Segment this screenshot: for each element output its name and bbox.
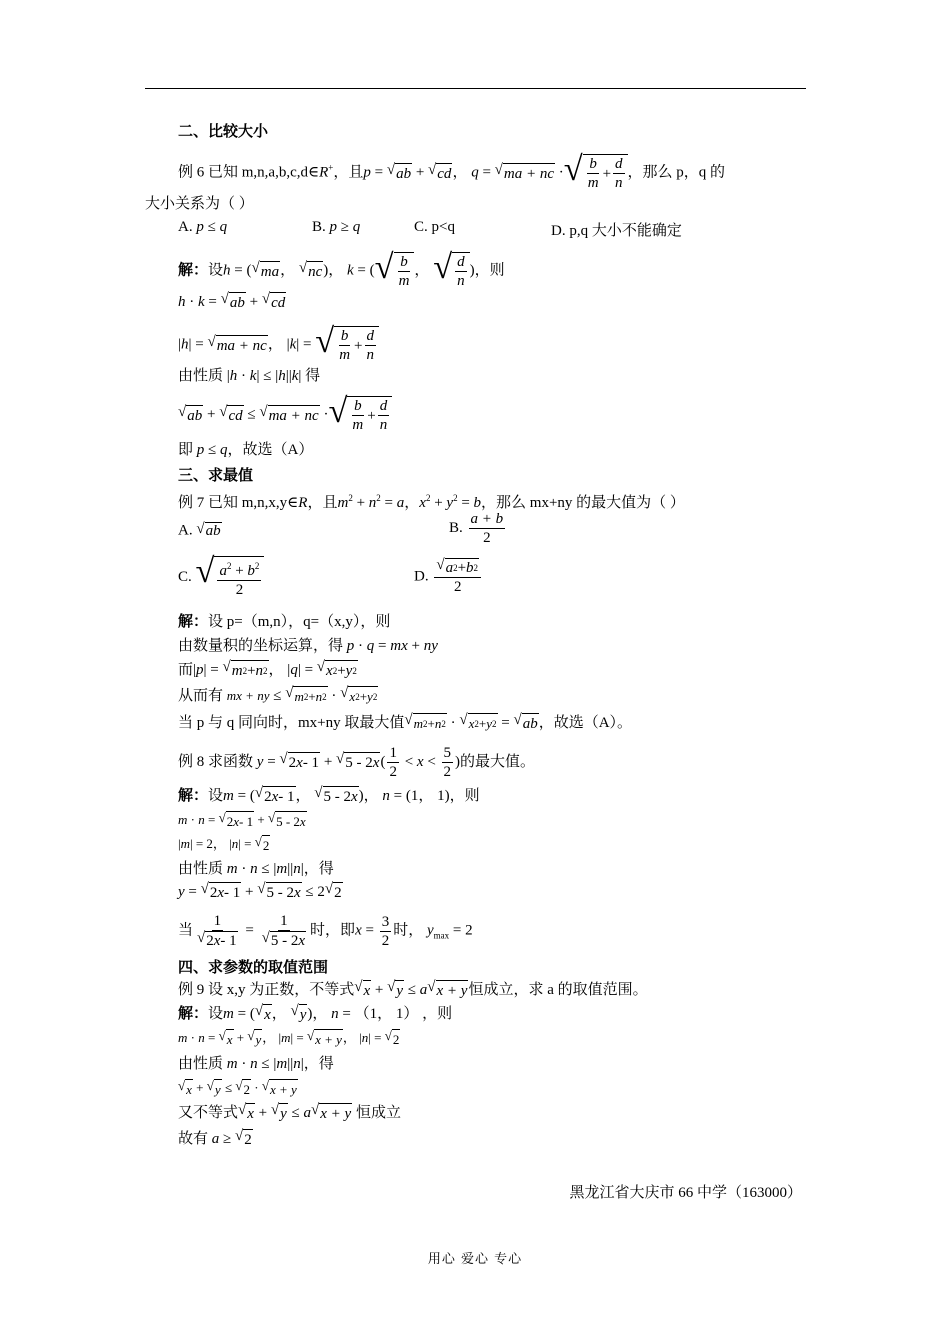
example-6-statement-cont: 大小关系为（ ）	[145, 196, 254, 212]
solution-8-property: 由性质 m · n ≤ |m||n|，得	[178, 861, 334, 877]
option-6d: D. p,q 大小不能确定	[551, 223, 682, 239]
solution-6-norms: |h| = √ ma + nc ， |k| = √ b m + d n	[178, 326, 379, 364]
solution-9-restate: 又不等式 √ x + √ y ≤ a √ x + y 恒成立	[178, 1102, 401, 1123]
solution-6-property: 由性质 |h · k| ≤ |h||k| 得	[178, 368, 321, 384]
example-7-statement: 例 7 已知 m,n,x,y∈R，且$m^2 + n^2 = a$，$x^2 + y^2 = b$，那么 mx+ny 的最大值为（ ）	[178, 493, 685, 511]
option-7a: A. √ ab	[178, 521, 221, 539]
solution-8-dot: m · n = √ 2 x - 1 + √ 5 - 2 x	[178, 810, 307, 832]
solution-7-dot: 由数量积的坐标运算，得 p · q = mx + ny	[178, 638, 438, 654]
option-6b: B. p ≥ q	[312, 219, 361, 235]
author-affiliation: 黑龙江省大庆市 66 中学（163000）	[569, 1185, 802, 1201]
option-7d: D. √ a 2 + b 2 2	[414, 558, 483, 596]
solution-7-setup: 解：设 p=（m,n），q=（x,y），则	[178, 614, 391, 630]
solution-8-norms: |m| = 2， |n| = √ 2	[178, 834, 270, 856]
section-heading-4: 四、求参数的取值范围	[178, 960, 329, 976]
example-8-statement: 例 8 求函数 y = √ 2 x - 1 + √ 5 - 2 x ( $\frac{1}{2}$ < x < $\frac{5}{2}$ )的最大值。	[178, 745, 536, 780]
solution-6-inequality: √ ab + √ cd ≤ √ ma + nc · √ b m + d n	[178, 396, 392, 434]
solution-6-setup: 解：设h = ( √ ma ， √ nc )， k = ( √ b m ， √ d n )，则	[178, 248, 505, 289]
solution-8-inequality: y = √ 2 x - 1 + √ 5 - 2 x ≤ 2 √ 2	[178, 881, 342, 902]
solution-8-setup: 解：设m = ( √ 2 x - 1 ， √ 5 - 2 x )， n = (1， 1)，则	[178, 785, 480, 806]
solution-7-inequality: 从而有 mx + ny ≤ √ m 2 + n 2 · √ x 2 + y 2	[178, 686, 378, 707]
example-6-statement: 例 6 已知 m,n,a,b,c,d∈R+，且p = √ ab + √ cd ， q = √ ma + nc · √ b m + d n ，那么 p，q 的	[178, 150, 726, 191]
solution-9-inequality: √ x + √ y ≤ √ 2 · √ x + y	[178, 1078, 298, 1100]
option-6c: C. p<q	[414, 219, 455, 235]
example-9-statement: 例 9 设 x,y 为正数，不等式 √ x + √ y ≤ a √ x + y 恒成立，求 a 的取值范围。	[178, 979, 648, 1000]
header-rule	[145, 88, 806, 89]
section-heading-2: 二、比较大小	[178, 124, 269, 140]
option-7c: C. √ $a^2 + b^2$ 2	[178, 556, 264, 599]
page-footer: 用心 爱心 专心	[427, 1252, 523, 1267]
section-heading-3: 三、求最值	[178, 468, 254, 484]
option-6a: A. p ≤ q	[178, 219, 228, 235]
solution-6-dot: h · k = √ ab + √ cd	[178, 291, 286, 312]
solution-6-conclusion: 即 p ≤ q，故选（A）	[178, 442, 314, 458]
solution-7-norms: 而|p| = √ m 2 + n 2 ， |q| = √ x 2 + y 2	[178, 659, 357, 680]
solution-8-equality: 当 1 √ 2 x - 1 = 1 √ 5 - 2 x 时，即x = $\frac{3}{2}$ 时， $y_{max} = 2$	[178, 913, 473, 950]
solution-7-conclusion: 当 p 与 q 同向时，mx+ny 取最大值 √ m 2 + n 2 · √ x 2 + y 2 = √ ab ，故选（A）。	[178, 712, 633, 733]
solution-9-conclusion: 故有 a ≥ √ 2	[178, 1128, 252, 1149]
option-7b: B. $\frac{a + b}{2}$	[449, 511, 504, 546]
solution-9-setup: 解：设m = ( √ x ， √ y )， n = （1， 1） ，则	[178, 1003, 453, 1024]
solution-9-dot: m · n = √ x + √ y ， |m| = √ x + y ， |n| = √ 2	[178, 1028, 400, 1050]
solution-9-property: 由性质 m · n ≤ |m||n|，得	[178, 1056, 334, 1072]
